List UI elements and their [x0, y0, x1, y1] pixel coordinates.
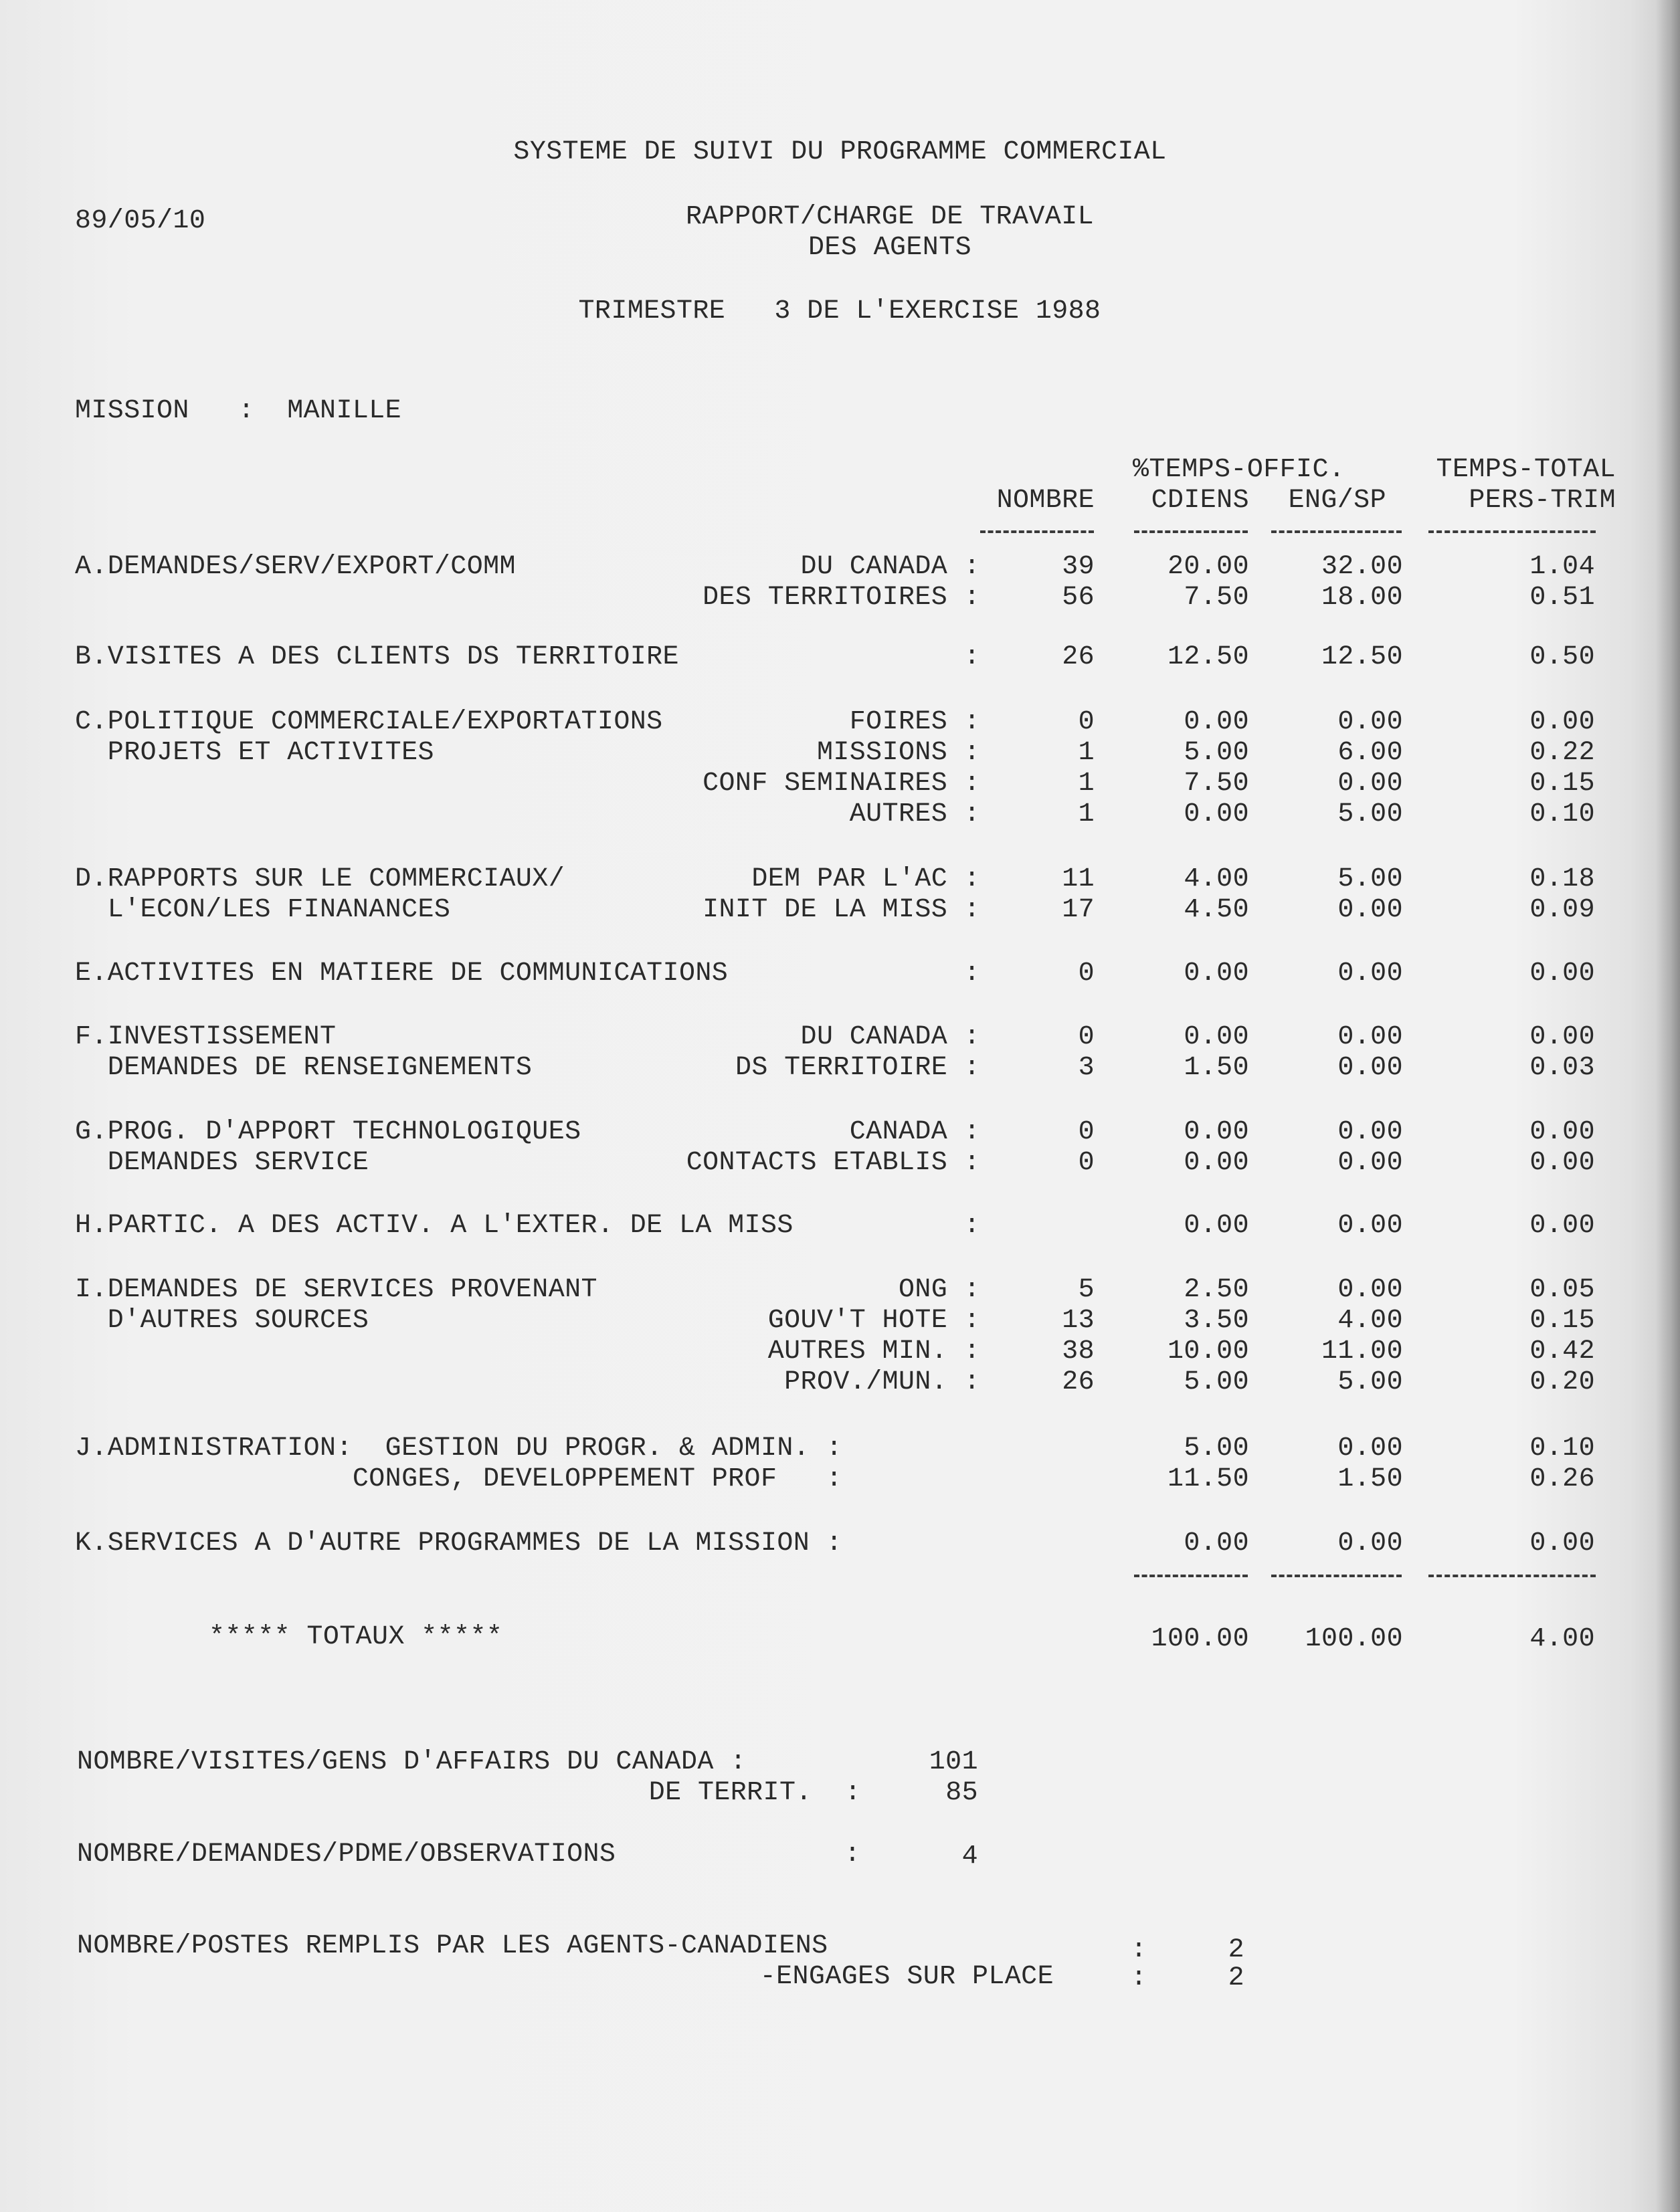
mission-label: MISSION : MANILLE — [75, 396, 402, 426]
row-perstrim: 0.03 — [1529, 1053, 1595, 1083]
row-sub-label: ONG : — [898, 1275, 980, 1305]
row-left-label: DEMANDES SERVICE — [75, 1148, 369, 1178]
row-perstrim: 0.00 — [1529, 1148, 1595, 1178]
row-nombre: 39 — [1062, 552, 1095, 582]
row-perstrim: 0.09 — [1529, 895, 1595, 925]
row-engsp: 0.00 — [1337, 1022, 1403, 1052]
row-perstrim: 0.00 — [1529, 1211, 1595, 1241]
row-nombre: 56 — [1062, 583, 1095, 613]
row-nombre: 3 — [1078, 1053, 1095, 1083]
footer-demandes-label: NOMBRE/DEMANDES/PDME/OBSERVATIONS — [77, 1839, 616, 1870]
row-cdiens: 0.00 — [1184, 1022, 1249, 1052]
row-left-label: J.ADMINISTRATION: GESTION DU PROGR. & ADMIN. : — [75, 1433, 842, 1464]
system-title: SYSTEME DE SUIVI DU PROGRAMME COMMERCIAL — [513, 137, 1167, 167]
row-perstrim: 0.10 — [1529, 1433, 1595, 1464]
row-perstrim: 0.05 — [1529, 1275, 1595, 1305]
row-nombre: 17 — [1062, 895, 1095, 925]
row-engsp: 0.00 — [1337, 1275, 1403, 1305]
row-cdiens: 2.50 — [1184, 1275, 1249, 1305]
row-engsp: 5.00 — [1337, 1367, 1403, 1397]
row-engsp: 0.00 — [1337, 769, 1403, 799]
footer-engages-label: -ENGAGES SUR PLACE — [759, 1962, 1054, 1992]
row-nombre: 5 — [1078, 1275, 1095, 1305]
row-nombre: 1 — [1078, 799, 1095, 829]
row-engsp: 0.00 — [1337, 707, 1403, 737]
row-left-label: L'ECON/LES FINANANCES — [75, 895, 451, 925]
row-cdiens: 3.50 — [1184, 1306, 1249, 1336]
row-sub-label: GOUV'T HOTE : — [767, 1306, 980, 1336]
row-cdiens: 11.50 — [1167, 1464, 1249, 1494]
row-perstrim: 0.00 — [1529, 959, 1595, 989]
row-engsp: 0.00 — [1337, 1528, 1403, 1559]
row-sub-label: CANADA : — [849, 1117, 980, 1147]
row-engsp: 12.50 — [1321, 642, 1403, 672]
engsp-total-underline — [1271, 1575, 1402, 1577]
row-sub-label: FOIRES : — [849, 707, 980, 737]
row-left-label: PROJETS ET ACTIVITES — [75, 738, 434, 768]
row-left-label: F.INVESTISSEMENT — [75, 1022, 337, 1052]
row-cdiens: 7.50 — [1184, 583, 1249, 613]
row-engsp: 5.00 — [1337, 799, 1403, 829]
row-cdiens: 4.50 — [1184, 895, 1249, 925]
row-perstrim: 0.00 — [1529, 1528, 1595, 1559]
column-group-header: %TEMPS-OFFIC. — [1133, 455, 1345, 485]
row-perstrim: 0.26 — [1529, 1464, 1595, 1494]
column-nombre-header: NOMBRE — [996, 486, 1095, 516]
footer-visites-value: 101 — [929, 1747, 978, 1777]
row-nombre: 1 — [1078, 738, 1095, 768]
row-left-label: DEMANDES DE RENSEIGNEMENTS — [75, 1053, 533, 1083]
totals-perstrim: 4.00 — [1529, 1624, 1595, 1654]
row-perstrim: 0.22 — [1529, 738, 1595, 768]
row-left-label: H.PARTIC. A DES ACTIV. A L'EXTER. DE LA MISS — [75, 1211, 794, 1241]
row-left-label: K.SERVICES A D'AUTRE PROGRAMMES DE LA MISSION : — [75, 1528, 842, 1559]
row-engsp: 1.50 — [1337, 1464, 1403, 1494]
engsp-underline — [1271, 530, 1402, 533]
row-cdiens: 5.00 — [1184, 1433, 1249, 1464]
footer-visites-label: NOMBRE/VISITES/GENS D'AFFAIRS DU CANADA : — [77, 1747, 747, 1777]
footer-demandes-colon: : — [844, 1839, 861, 1870]
report-date: 89/05/10 — [75, 206, 206, 236]
nombre-underline — [980, 530, 1094, 533]
cdiens-total-underline — [1134, 1575, 1248, 1577]
footer-territ-label: DE TERRIT. : — [648, 1778, 861, 1808]
row-cdiens: 0.00 — [1184, 1117, 1249, 1147]
row-engsp: 18.00 — [1321, 583, 1403, 613]
row-sub-label: DU CANADA : — [800, 552, 980, 582]
row-nombre: 0 — [1078, 1117, 1095, 1147]
row-cdiens: 0.00 — [1184, 959, 1249, 989]
row-perstrim: 0.00 — [1529, 1117, 1595, 1147]
row-perstrim: 0.15 — [1529, 769, 1595, 799]
row-nombre: 13 — [1062, 1306, 1095, 1336]
perstrim-underline — [1428, 530, 1596, 533]
report-period: TRIMESTRE 3 DE L'EXERCISE 1988 — [578, 296, 1101, 326]
row-left-label: D'AUTRES SOURCES — [75, 1306, 369, 1336]
row-nombre: 0 — [1078, 707, 1095, 737]
row-engsp: 0.00 — [1337, 1148, 1403, 1178]
footer-engages-colon: : — [1131, 1963, 1147, 1993]
row-left-label: E.ACTIVITES EN MATIERE DE COMMUNICATIONS — [75, 959, 729, 989]
row-perstrim: 0.18 — [1529, 864, 1595, 894]
row-engsp: 0.00 — [1337, 1433, 1403, 1464]
row-engsp: 0.00 — [1337, 1211, 1403, 1241]
row-nombre: 1 — [1078, 769, 1095, 799]
footer-postes-label: NOMBRE/POSTES REMPLIS PAR LES AGENTS-CANADIENS — [77, 1931, 828, 1961]
row-sub-label: : — [963, 642, 980, 672]
footer-demandes-value: 4 — [961, 1841, 978, 1872]
report-title-line2: DES AGENTS — [808, 233, 972, 263]
row-sub-label: CONTACTS ETABLIS : — [686, 1148, 980, 1178]
row-perstrim: 0.51 — [1529, 583, 1595, 613]
column-engsp-header: ENG/SP — [1288, 486, 1386, 516]
row-nombre: 0 — [1078, 959, 1095, 989]
row-perstrim: 0.15 — [1529, 1306, 1595, 1336]
row-sub-label: : — [963, 959, 980, 989]
row-cdiens: 5.00 — [1184, 1367, 1249, 1397]
row-sub-label: DU CANADA : — [800, 1022, 980, 1052]
row-perstrim: 1.04 — [1529, 552, 1595, 582]
row-sub-label: DES TERRITOIRES : — [703, 583, 980, 613]
footer-postes-value: 2 — [1228, 1935, 1244, 1965]
row-cdiens: 12.50 — [1167, 642, 1249, 672]
totals-engsp: 100.00 — [1305, 1624, 1403, 1654]
row-sub-label: DS TERRITOIRE : — [735, 1053, 980, 1083]
row-perstrim: 0.20 — [1529, 1367, 1595, 1397]
row-cdiens: 0.00 — [1184, 799, 1249, 829]
row-sub-label: INIT DE LA MISS : — [703, 895, 980, 925]
totals-cdiens: 100.00 — [1151, 1624, 1249, 1654]
column-total-header-top: TEMPS-TOTAL — [1436, 455, 1616, 485]
row-cdiens: 0.00 — [1184, 1148, 1249, 1178]
row-sub-label: PROV./MUN. : — [784, 1367, 980, 1397]
row-engsp: 0.00 — [1337, 895, 1403, 925]
row-left-label: CONGES, DEVELOPPEMENT PROF : — [75, 1464, 842, 1494]
row-engsp: 0.00 — [1337, 959, 1403, 989]
row-nombre: 38 — [1062, 1336, 1095, 1367]
row-engsp: 6.00 — [1337, 738, 1403, 768]
column-cdiens-header: CDIENS — [1151, 486, 1249, 516]
row-nombre: 26 — [1062, 642, 1095, 672]
row-sub-label: DEM PAR L'AC : — [751, 864, 980, 894]
row-cdiens: 1.50 — [1184, 1053, 1249, 1083]
row-sub-label: : — [963, 1211, 980, 1241]
row-sub-label: CONF SEMINAIRES : — [703, 769, 980, 799]
totals-label: ***** TOTAUX ***** — [209, 1622, 503, 1652]
row-engsp: 4.00 — [1337, 1306, 1403, 1336]
row-cdiens: 10.00 — [1167, 1336, 1249, 1367]
row-nombre: 11 — [1062, 864, 1095, 894]
row-nombre: 0 — [1078, 1022, 1095, 1052]
row-cdiens: 0.00 — [1184, 1211, 1249, 1241]
row-sub-label: AUTRES : — [849, 799, 980, 829]
row-sub-label: AUTRES MIN. : — [767, 1336, 980, 1367]
row-left-label: C.POLITIQUE COMMERCIALE/EXPORTATIONS — [75, 707, 663, 737]
row-cdiens: 0.00 — [1184, 1528, 1249, 1559]
row-cdiens: 0.00 — [1184, 707, 1249, 737]
row-left-label: I.DEMANDES DE SERVICES PROVENANT — [75, 1275, 597, 1305]
row-left-label: A.DEMANDES/SERV/EXPORT/COMM — [75, 552, 516, 582]
row-cdiens: 4.00 — [1184, 864, 1249, 894]
footer-postes-colon: : — [1131, 1935, 1147, 1965]
row-engsp: 32.00 — [1321, 552, 1403, 582]
row-perstrim: 0.10 — [1529, 799, 1595, 829]
row-engsp: 11.00 — [1321, 1336, 1403, 1367]
row-left-label: G.PROG. D'APPORT TECHNOLOGIQUES — [75, 1117, 581, 1147]
row-engsp: 0.00 — [1337, 1053, 1403, 1083]
row-perstrim: 0.42 — [1529, 1336, 1595, 1367]
row-perstrim: 0.00 — [1529, 1022, 1595, 1052]
row-engsp: 0.00 — [1337, 1117, 1403, 1147]
perstrim-total-underline — [1428, 1575, 1596, 1577]
row-perstrim: 0.00 — [1529, 707, 1595, 737]
row-nombre: 26 — [1062, 1367, 1095, 1397]
report-title-line1: RAPPORT/CHARGE DE TRAVAIL — [685, 202, 1095, 232]
row-sub-label: MISSIONS : — [816, 738, 980, 768]
row-left-label: B.VISITES A DES CLIENTS DS TERRITOIRE — [75, 642, 679, 672]
row-perstrim: 0.50 — [1529, 642, 1595, 672]
row-nombre: 0 — [1078, 1148, 1095, 1178]
row-engsp: 5.00 — [1337, 864, 1403, 894]
row-cdiens: 20.00 — [1167, 552, 1249, 582]
footer-territ-value: 85 — [945, 1778, 978, 1808]
row-cdiens: 7.50 — [1184, 769, 1249, 799]
cdiens-underline — [1134, 530, 1248, 533]
footer-engages-value: 2 — [1228, 1963, 1244, 1993]
page-edge-shadow — [1656, 0, 1680, 2212]
row-left-label: D.RAPPORTS SUR LE COMMERCIAUX/ — [75, 864, 565, 894]
column-perstrim-header: PERS-TRIM — [1469, 486, 1616, 516]
row-cdiens: 5.00 — [1184, 738, 1249, 768]
